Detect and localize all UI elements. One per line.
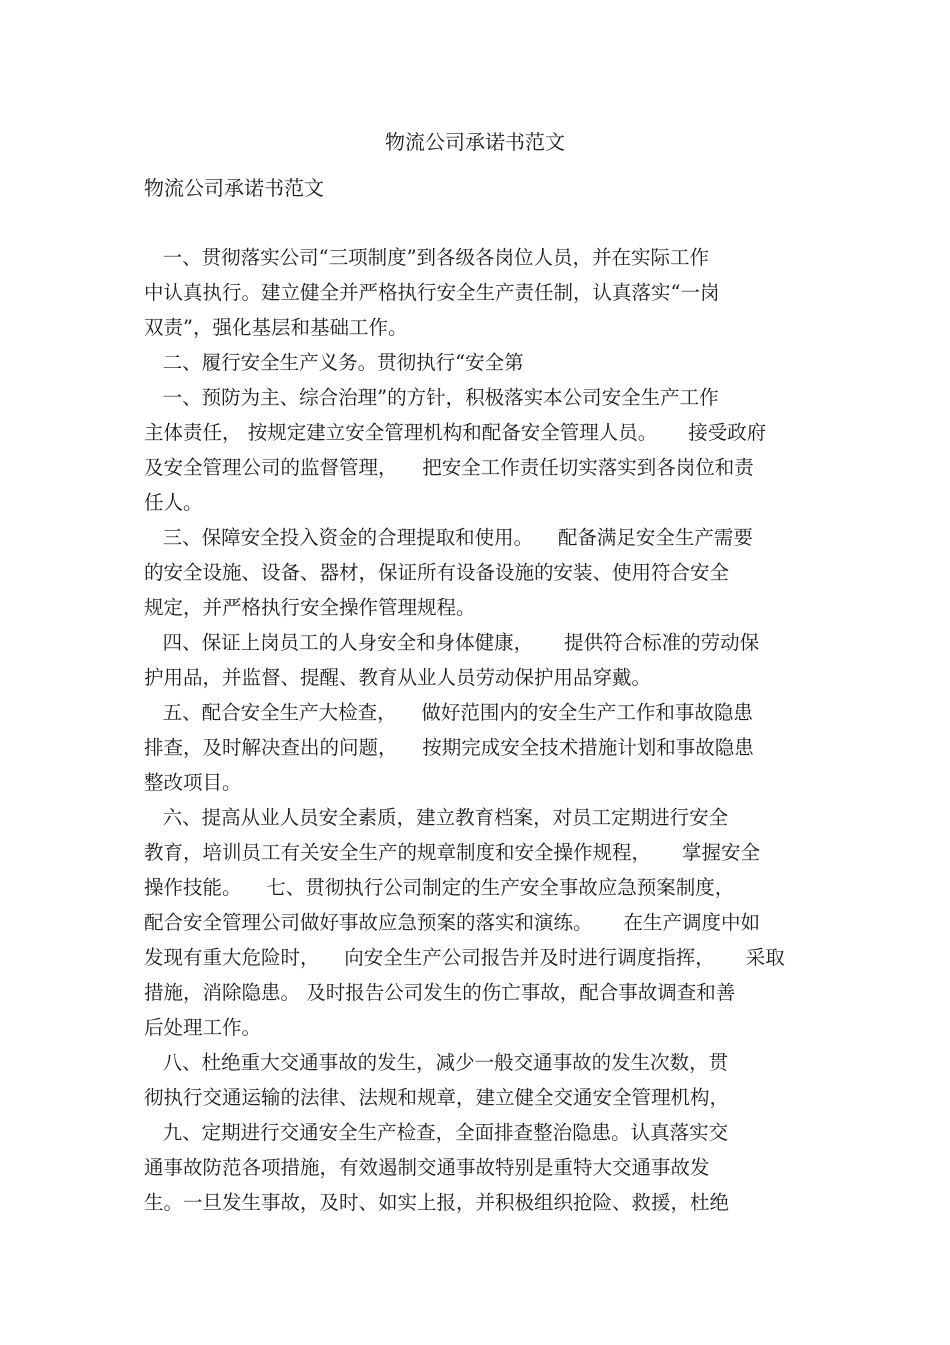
- body-line: 教育，培训员工有关安全生产的规章制度和安全操作规程， 掌握安全: [144, 841, 760, 864]
- body-line: 规定，并严格执行安全操作管理规程。: [144, 596, 476, 619]
- body-line: 六、提高从业人员安全素质，建立教育档案，对员工定期进行安全: [144, 806, 729, 829]
- body-line: 彻执行交通运输的法律、法规和规章，建立健全交通安全管理机构，: [144, 1086, 730, 1109]
- body-line: 整改项目。: [144, 771, 242, 794]
- body-line: 生。一旦发生事故，及时、如实上报，并积极组织抢险、救援，杜绝: [144, 1191, 730, 1214]
- body-line: 二、履行安全生产义务。贯彻执行“安全第: [144, 351, 524, 374]
- body-line: 一、贯彻落实公司“三项制度”到各级各岗位人员，并在实际工作: [144, 246, 710, 269]
- body-line: 八、杜绝重大交通事故的发生，减少一般交通事故的发生次数，贯: [144, 1051, 729, 1074]
- body-line: 四、保证上岗员工的人身安全和身体健康， 提供符合标准的劳动保: [144, 631, 760, 654]
- body-line: 五、配合安全生产大检查， 做好范围内的安全生产工作和事故隐患: [144, 701, 753, 724]
- body-line: 通事故防范各项措施，有效遏制交通事故特别是重特大交通事故发: [144, 1156, 710, 1179]
- document-body: [144, 240, 844, 1220]
- body-line: 一、预防为主、综合治理”的方针，积极落实本公司安全生产工作: [144, 386, 719, 409]
- document-title: 物流公司承诺书范文: [385, 130, 565, 154]
- body-line: 的安全设施、设备、器材，保证所有设备设施的安装、使用符合安全: [144, 561, 730, 584]
- body-line: 后处理工作。: [144, 1016, 262, 1039]
- body-line: 配合安全管理公司做好事故应急预案的落实和演练。 在生产调度中如: [144, 911, 760, 934]
- body-line: 中认真执行。建立健全并严格执行安全生产责任制，认真落实“一岗: [144, 281, 720, 304]
- body-line: 护用品，并监督、提醒、教育从业人员劳动保护用品穿戴。: [144, 666, 652, 689]
- body-line: 三、保障安全投入资金的合理提取和使用。 配备满足安全生产需要: [144, 526, 753, 549]
- body-line: 任人。: [144, 491, 203, 514]
- body-line: 及安全管理公司的监督管理， 把安全工作责任切实落实到各岗位和责: [144, 456, 754, 479]
- body-line: 操作技能。 七、贯彻执行公司制定的生产安全事故应急预案制度，: [144, 876, 735, 899]
- body-line: 双责”，强化基层和基础工作。: [144, 316, 408, 339]
- body-line: 发现有重大危险时， 向安全生产公司报告并及时进行调度指挥， 采取: [144, 946, 785, 969]
- document-subtitle: 物流公司承诺书范文: [144, 176, 324, 200]
- body-line: 措施，消除隐患。 及时报告公司发生的伤亡事故，配合事故调查和善: [144, 981, 736, 1004]
- body-line: 主体责任， 按规定建立安全管理机构和配备安全管理人员。 接受政府: [144, 421, 767, 444]
- body-line: 排查，及时解决查出的问题， 按期完成安全技术措施计划和事故隐患: [144, 736, 754, 759]
- body-line: 九、定期进行交通安全生产检查，全面排查整治隐患。认真落实交: [144, 1121, 729, 1144]
